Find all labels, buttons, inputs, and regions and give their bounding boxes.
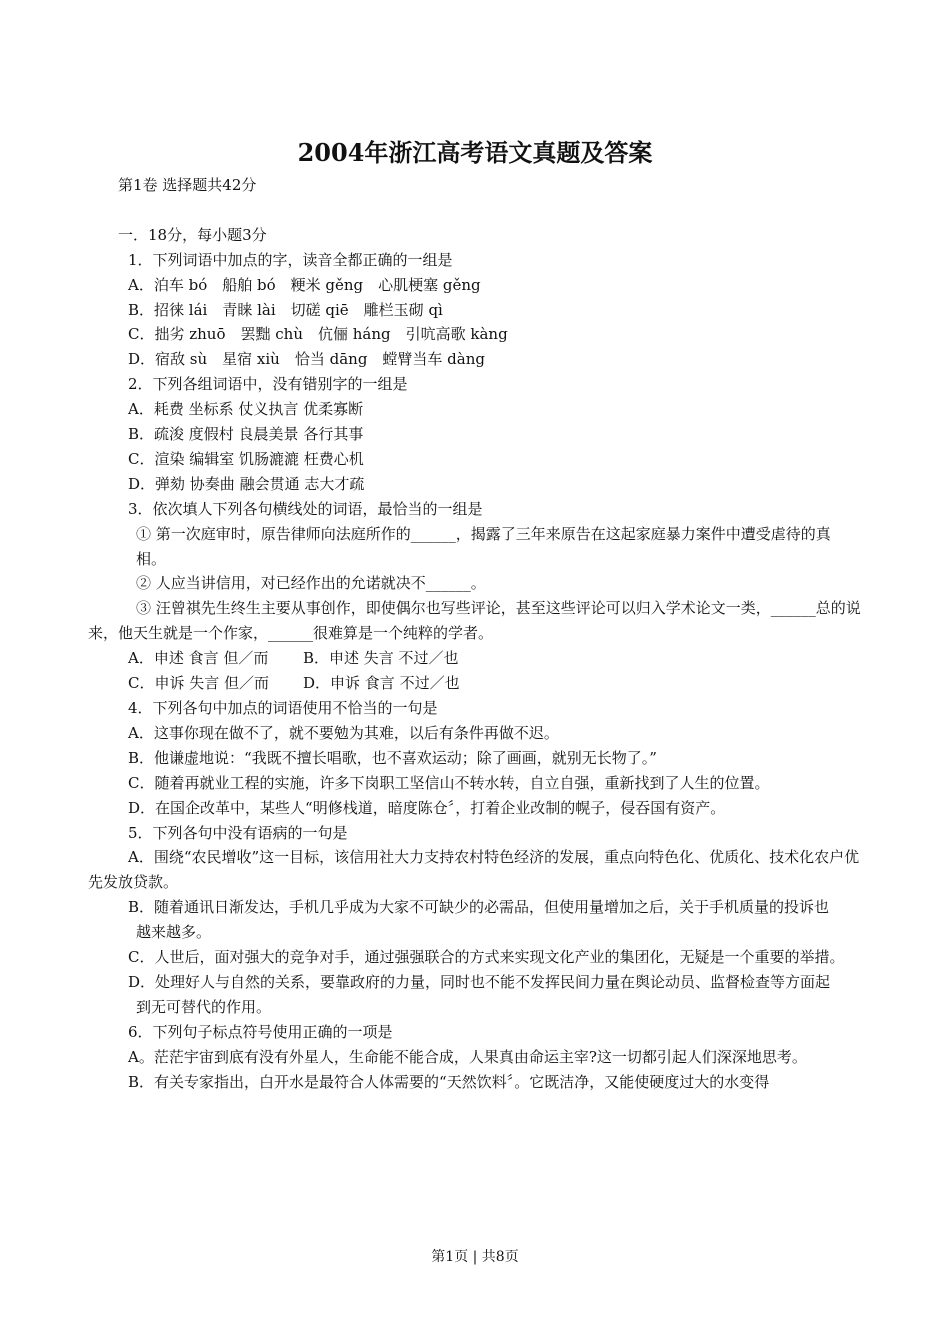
question-5-option-a: A．围绕“农民增收”这一目标，该信用社大力支持农村特色经济的发展，重点向特色化、优质化、技术化农户优先发放贷款。: [88, 848, 860, 892]
question-4-option-a: A．这事你现在做不了，就不要勉为其难，以后有条件再做不迟。: [128, 723, 559, 742]
question-5-option-d-cont: 到无可替代的作用。: [136, 997, 272, 1016]
part-header: 一．18分，每小题3分: [118, 225, 267, 244]
question-5-option-d: D．处理好人与自然的关系，要靠政府的力量，同时也不能不发挥民间力量在舆论动员、监督检查等方面起: [128, 972, 831, 991]
question-3-sentence-1: ① 第一次庭审时，原告律师向法庭所作的______，揭露了三年来原告在这起家庭暴力案件中遭受虐待的真: [136, 524, 831, 543]
question-2-option-b: B．疏浚 度假村 良晨美景 各行其事: [128, 425, 364, 444]
question-5-stem: 5．下列各句中没有语病的一句是: [128, 823, 348, 842]
question-1-option-c: C．拙劣 zhuō 罢黜 chù 伉俪 háng 引吭高歌 kàng: [128, 325, 508, 344]
question-3-stem: 3．依次填人下列各句横线处的词语，最恰当的一组是: [128, 499, 483, 518]
page-footer: 第1页 | 共8页: [431, 1249, 519, 1265]
question-1-option-a: A．泊车 bó 船舶 bó 粳米 gěng 心肌梗塞 gěng: [128, 275, 481, 294]
question-5-option-b: B．随着通讯日渐发达，手机几乎成为大家不可缺少的必需品，但使用量增加之后，关于手机质量的投诉也: [128, 898, 830, 917]
question-1-option-d: D．宿敌 sù 星宿 xiù 恰当 dāng 螳臂当车 dàng: [128, 350, 485, 369]
question-3-option-c: C．申诉 失言 但／而: [128, 674, 270, 693]
question-4-option-b: B．他谦虚地说：“我既不擅长唱歌，也不喜欢运动；除了画画，就别无长物了。”: [128, 748, 657, 767]
question-3-sentence-2: ② 人应当讲信用，对已经作出的允诺就决不______。: [136, 574, 486, 593]
page-title: 2004年浙江高考语文真题及答案: [297, 138, 653, 167]
question-4-option-d: D．在国企改革中，某些人“明修栈道，暗度陈仓〞，打着企业改制的幌子，侵吞国有资产。: [128, 798, 726, 817]
question-2-option-d: D．弹劾 协奏曲 融会贯通 志大才疏: [128, 474, 365, 493]
question-1-option-b: B．招徕 lái 青睐 lài 切磋 qiē 雕栏玉砌 qì: [128, 300, 443, 319]
question-3-option-a: A．申述 食言 但／而: [128, 649, 269, 668]
question-4-stem: 4．下列各句中加点的词语使用不恰当的一句是: [128, 699, 438, 718]
question-3-options-row-2: [88, 671, 862, 696]
question-2-option-a: A．耗费 坐标系 仗义执言 优柔寡断: [128, 400, 364, 419]
question-2-option-c: C．渲染 编辑室 饥肠漉漉 枉费心机: [128, 449, 364, 468]
question-6-stem: 6．下列句子标点符号使用正确的一项是: [128, 1022, 393, 1041]
question-6-option-a: A。茫茫宇宙到底有没有外星人，生命能不能合成，人果真由命运主宰?这一切都引起人们深深地思考。: [128, 1047, 807, 1066]
question-3-option-b: B．申述 失言 不过／也: [303, 649, 459, 668]
question-3-options-row-1: [88, 646, 862, 671]
question-4-option-c: C．随着再就业工程的实施，许多下岗职工坚信山不转水转，自立自强，重新找到了人生的位置。: [128, 773, 770, 792]
spacer: [88, 198, 862, 223]
document-body: [88, 173, 862, 1095]
question-3-sentence-3: ③ 汪曾祺先生终生主要从事创作，即使偶尔也写些评论，甚至这些评论可以归入学术论文一类，______总的说来，他天生就是一个作家，______很难算是一个纯粹的学者。: [88, 599, 861, 643]
question-1-stem: 1．下列词语中加点的字，读音全都正确的一组是: [128, 250, 453, 269]
question-3-option-d: D．申诉 食言 不过／也: [303, 674, 460, 693]
question-6-option-b: B．有关专家指出，白开水是最符合人体需要的“天然饮料〞。它既洁净，又能使硬度过大的水变得: [128, 1072, 770, 1091]
question-5-option-c: C．人世后，面对强大的竞争对手，通过强强联合的方式来实现文化产业的集团化，无疑是一个重要的举措。: [128, 948, 845, 967]
section-header: 第1卷 选择题共42分: [118, 176, 257, 194]
question-5-option-b-cont: 越来越多。: [136, 923, 212, 942]
question-2-stem: 2．下列各组词语中，没有错别字的一组是: [128, 375, 408, 394]
question-3-sentence-1-cont: 相。: [136, 549, 167, 568]
